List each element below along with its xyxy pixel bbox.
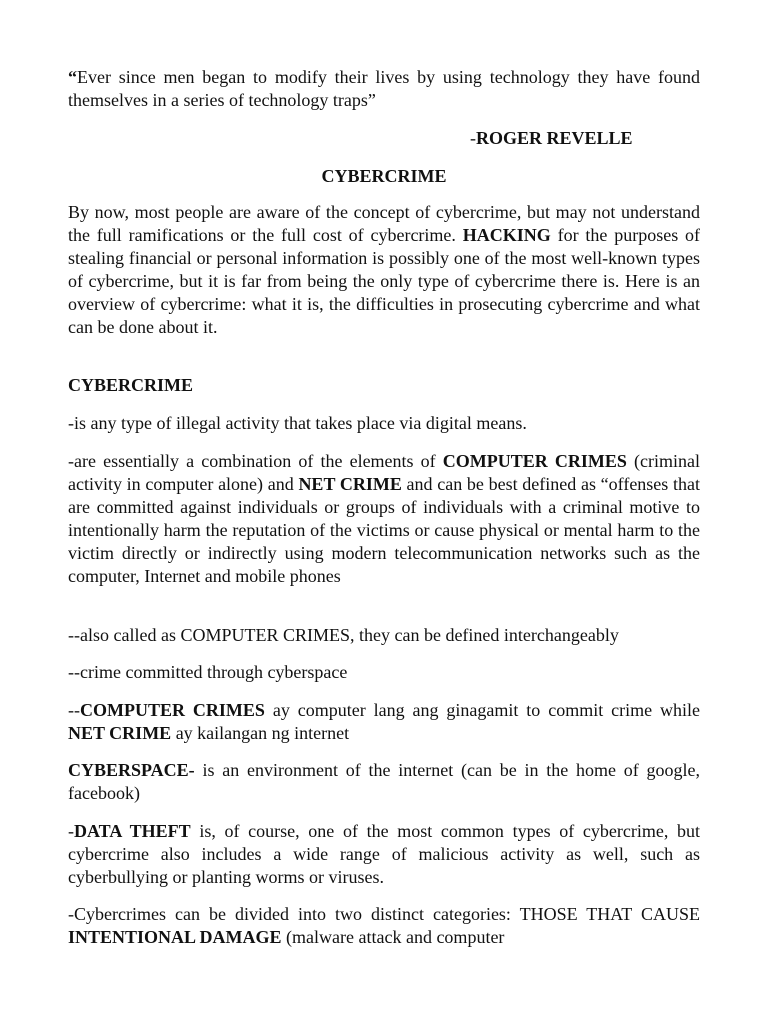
def5-net-crime: NET CRIME: [68, 723, 172, 743]
def5-computer-crimes: COMPUTER CRIMES: [80, 700, 265, 720]
def2-computer-crimes: COMPUTER CRIMES: [442, 451, 627, 471]
cyberspace-paragraph: [68, 759, 700, 805]
categories-b: (malware attack and computer: [281, 927, 505, 947]
attribution-dash: -: [470, 128, 476, 148]
quote-text: Ever since men began to modify their lives by using technology they have found themselves in a series of technology traps”: [68, 67, 700, 110]
intro-part2: for the purposes of stealing financial or personal information is possibly one of the most well-known types of cybercrime, but it is far from being the only type of cybercrime there is. Here is an overview of cybercrime: what it is, the difficulties in prosecuting cybercrime and what can be done about it.: [68, 225, 701, 337]
definition-3: --also called as COMPUTER CRIMES, they can be defined interchangeably: [68, 625, 619, 645]
definition-1: -is any type of illegal activity that takes place via digital means.: [68, 413, 527, 433]
def5-a: ay computer lang ang ginagamit to commit crime while: [264, 700, 700, 720]
categories-paragraph: [68, 903, 700, 949]
intro-part1: By now, most people are aware of the concept of cybercrime, but may not understand the full ramifications or the full cost of cybercrime.: [68, 202, 700, 245]
def2-b: (criminal activity in computer alone) and: [68, 451, 700, 494]
def2-a: -are essentially a combination of the elements of: [68, 451, 443, 471]
attribution-name: ROGER REVELLE: [476, 128, 633, 148]
categories-a: -Cybercrimes can be divided into two distinct categories: THOSE THAT CAUSE: [68, 904, 700, 924]
hacking-term: HACKING: [462, 225, 551, 245]
page-title: CYBERCRIME: [321, 166, 447, 186]
def2-net-crime: NET CRIME: [298, 474, 402, 494]
definition-4: --crime committed through cyberspace: [68, 662, 348, 682]
data-theft-paragraph: [68, 820, 700, 889]
opening-quote: [68, 66, 700, 112]
def5-b: ay kailangan ng internet: [171, 723, 350, 743]
def5-prefix: --: [68, 700, 80, 720]
intro-paragraph: [68, 201, 700, 339]
data-theft-text: is, of course, one of the most common types of cybercrime, but cybercrime also includes a wide range of malicious activity as well, such as cyberbullying or planting worms or viruses.: [68, 821, 700, 887]
cyberspace-text: is an environment of the internet (can be in the home of google, facebook): [68, 760, 700, 803]
quote-attribution: [470, 127, 633, 150]
definition-5: [68, 699, 700, 745]
cyberspace-term: CYBERSPACE-: [68, 760, 195, 780]
def2-c: and can be best defined as “offenses that are committed against individuals or groups of individuals with a criminal motive to intentionally harm the reputation of the victims or cause physical or mental harm to the victim directly or indirectly using modern telecommunication networks such as the computer, Internet and mobile phones: [68, 474, 700, 586]
data-theft-prefix: -: [68, 821, 74, 841]
definition-2: [68, 450, 700, 588]
section-heading: CYBERCRIME: [68, 375, 194, 395]
quote-open-mark: “: [68, 67, 77, 87]
data-theft-term: DATA THEFT: [74, 821, 191, 841]
intentional-damage-term: INTENTIONAL DAMAGE: [68, 927, 282, 947]
